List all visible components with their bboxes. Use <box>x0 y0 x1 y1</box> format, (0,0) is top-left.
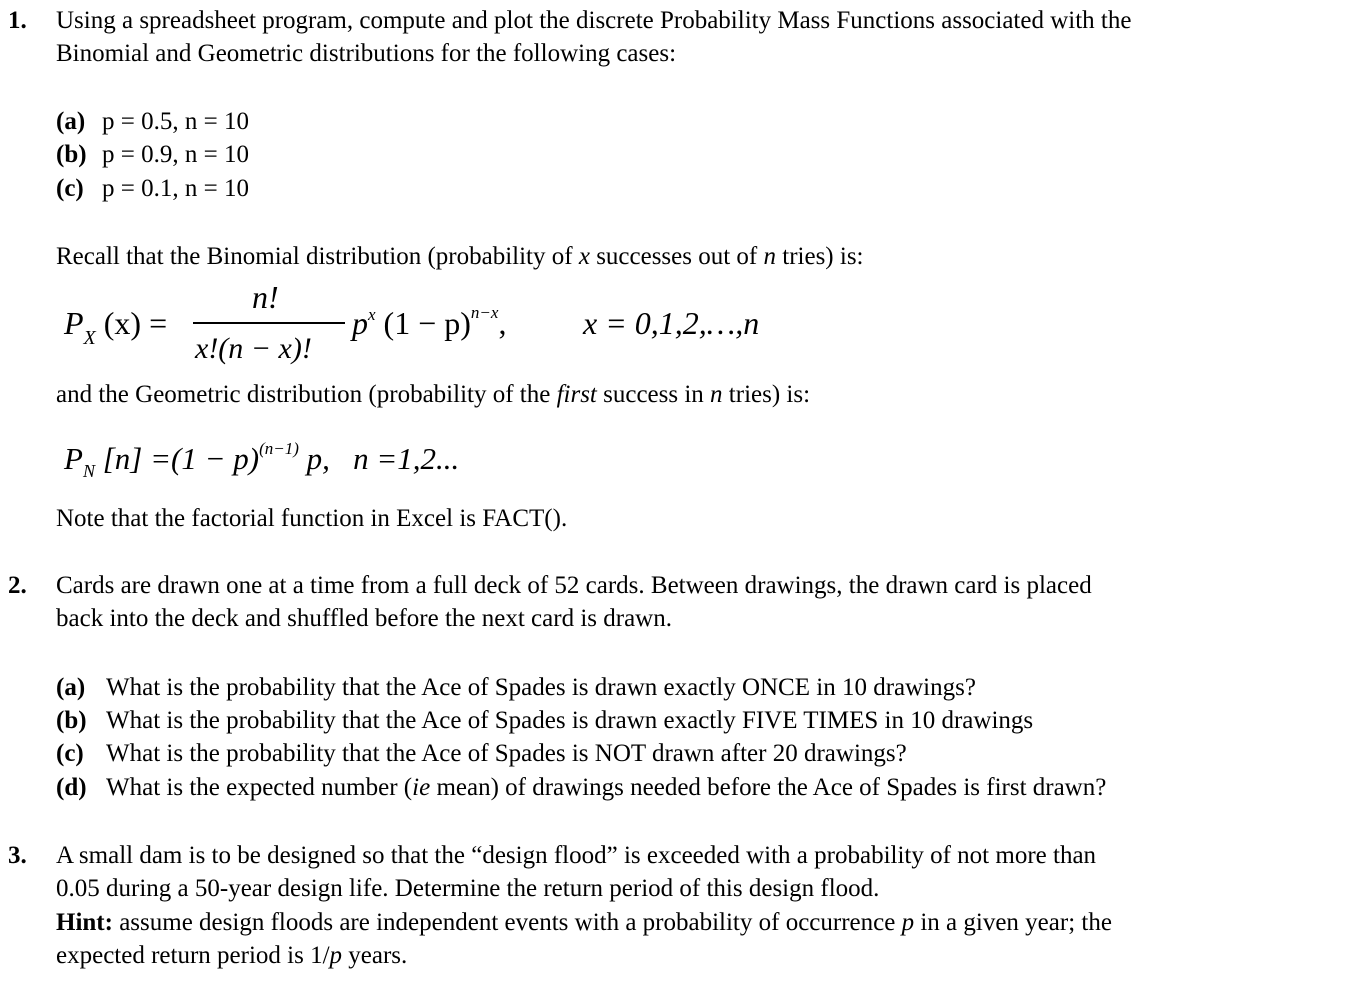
part-label: (a) <box>56 674 86 701</box>
part-text: What is the probability that the Ace of Spades is drawn exactly FIVE TIMES in 10 drawings <box>106 707 1034 734</box>
part-label: (b) <box>56 707 87 734</box>
geom-n: n <box>710 381 723 408</box>
part-label: (d) <box>56 774 87 801</box>
hint-pre: assume design floods are independent events with a probability of occurrence <box>112 909 902 936</box>
q2-part-c <box>56 737 907 770</box>
line4-pre: expected return period is 1/ <box>56 942 330 969</box>
binom-range: x = 0,1,2,…,n <box>583 305 760 341</box>
q3-number: 3. <box>8 842 27 869</box>
geom-post: tries) is: <box>722 381 811 408</box>
q1-note: Note that the factorial function in Excel is FACT(). <box>56 505 568 532</box>
q3-line4 <box>56 939 407 972</box>
binom-p2-exp: n−x <box>470 303 499 322</box>
line4-post: years. <box>342 942 408 969</box>
recall-post: tries) is: <box>776 243 864 270</box>
line4-p: p <box>329 942 343 969</box>
q3-hint <box>56 906 1112 939</box>
binom-p2: (1 − p) <box>383 305 471 341</box>
binom-p-term <box>352 305 506 347</box>
recall-n: n <box>763 243 777 270</box>
q1-intro-line1: Using a spreadsheet program, compute and plot the discrete Probability Mass Functions associated with the <box>56 7 1132 34</box>
geom-pre: and the Geometric distribution (probability of the <box>56 381 557 408</box>
binom-lhs <box>64 303 167 348</box>
binom-numerator: n! <box>252 279 279 315</box>
geometric-formula <box>64 440 459 483</box>
binom-p1: p <box>352 305 368 341</box>
q1-intro-line2: Binomial and Geometric distributions for the following cases: <box>56 40 677 67</box>
q2-line2: back into the deck and shuffled before the next card is drawn. <box>56 605 672 632</box>
part-text: What is the probability that the Ace of Spades is drawn exactly ONCE in 10 drawings? <box>106 674 976 701</box>
binom-p1-exp: x <box>368 305 376 324</box>
binom-comma: , <box>498 305 507 341</box>
q1-case-b <box>56 138 249 171</box>
binom-arg: (x) = <box>103 305 168 341</box>
geom-mid: success in <box>596 381 711 408</box>
geom-exp: (n−1) <box>259 439 299 458</box>
q2-part-b <box>56 704 1033 737</box>
case-text: p = 0.9, n = 10 <box>102 141 249 168</box>
case-label: (a) <box>56 108 86 135</box>
hint-label: Hint: <box>56 909 113 936</box>
q2-number: 2. <box>8 572 27 599</box>
q3-line2: 0.05 during a 50-year design life. Determine the return period of this design flood. <box>56 875 880 902</box>
q1-recall-line <box>56 240 864 273</box>
part-text: What is the probability that the Ace of Spades is NOT drawn after 20 drawings? <box>106 740 907 767</box>
geom-range: n =1,2... <box>353 441 460 476</box>
part-d-pre: What is the expected number ( <box>106 774 413 801</box>
part-label: (c) <box>56 740 84 767</box>
recall-x: x <box>578 243 590 270</box>
case-label: (c) <box>56 175 84 202</box>
hint-p: p <box>901 909 915 936</box>
part-d-ie: ie <box>412 774 431 801</box>
binom-fraction-bar <box>193 322 345 324</box>
q2-part-d <box>56 771 1106 804</box>
part-d-post: mean) of drawings needed before the Ace of Spades is first drawn? <box>430 774 1107 801</box>
q1-case-c <box>56 172 249 205</box>
q1-number: 1. <box>8 7 27 34</box>
q1-geometric-line <box>56 378 810 411</box>
q1-case-a <box>56 105 249 138</box>
hint-post: in a given year; the <box>914 909 1112 936</box>
case-label: (b) <box>56 141 87 168</box>
case-text: p = 0.1, n = 10 <box>102 175 249 202</box>
binom-sub: X <box>83 327 96 349</box>
geom-first: first <box>556 381 597 408</box>
geom-sub: N <box>82 461 95 481</box>
geom-body: [n] =(1 − p) <box>102 441 260 476</box>
case-text: p = 0.5, n = 10 <box>102 108 249 135</box>
geom-P: P <box>64 441 83 476</box>
geom-tail: p, <box>306 441 330 476</box>
recall-pre: Recall that the Binomial distribution (probability of <box>56 243 579 270</box>
binom-P: P <box>64 305 84 341</box>
binom-denominator: x!(n − x)! <box>195 332 312 365</box>
q2-part-a <box>56 671 976 704</box>
recall-mid: successes out of <box>589 243 764 270</box>
q3-line1: A small dam is to be designed so that the “design flood” is exceeded with a probability of not more than <box>56 842 1097 869</box>
q2-line1: Cards are drawn one at a time from a full deck of 52 cards. Between drawings, the drawn card is placed <box>56 572 1092 599</box>
